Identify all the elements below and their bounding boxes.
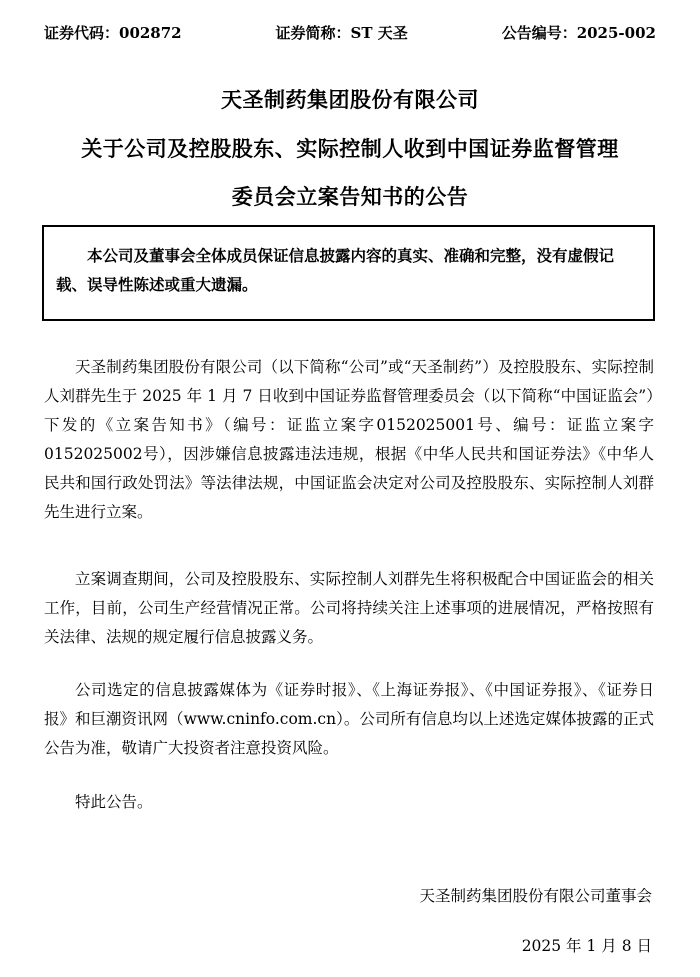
body-paragraph-case-filing: 天圣制药集团股份有限公司（以下简称“公司”或“天圣制药”）及控股股东、实际控制人刘群先生于 2025 年 1 月 7 日收到中国证券监督管理委员会（以下简称“中国证监会”）下发的《立案告知书》（编号：证监立案字0152025001号、编号：证监立案字0152025002号），因涉嫌信息披露违法违规，根据《中华人民共和国证券法》《中华人民共和国行政处罚法》等法律法规，中国证监会决定对公司及控股股东、实际控制人刘群先生进行立案。 xyxy=(44,358,654,521)
signature-date: 2025 年 1 月 8 日 xyxy=(521,937,652,955)
document-header xyxy=(44,18,656,46)
company-title: 天圣制药集团股份有限公司 xyxy=(221,87,479,112)
stock-code: 证券代码：002872 xyxy=(44,23,182,42)
notice-number: 公告编号：2025-002 xyxy=(501,23,656,42)
body-paragraph-closing: 特此公告。 xyxy=(75,793,153,811)
signature-organization: 天圣制药集团股份有限公司董事会 xyxy=(419,887,652,905)
announcement-title-line-1: 关于公司及控股股东、实际控制人收到中国证券监督管理 xyxy=(81,136,619,161)
body-paragraph-disclosure-media: 公司选定的信息披露媒体为《证券时报》、《上海证券报》、《中国证券报》、《证券日报》和巨潮资讯网（www.cninfo.com.cn）。公司所有信息均以上述选定媒体披露的正式公告为准，敬请广大投资者注意投资风险。 xyxy=(44,681,654,757)
stock-short-name: 证券简称：ST 天圣 xyxy=(275,23,408,42)
announcement-title-line-2: 委员会立案告知书的公告 xyxy=(231,184,469,209)
body-paragraph-investigation: 立案调查期间，公司及控股股东、实际控制人刘群先生将积极配合中国证监会的相关工作，目前，公司生产经营情况正常。公司将持续关注上述事项的进展情况，严格按照有关法律、法规的规定履行信息披露义务。 xyxy=(44,570,654,646)
board-statement-text: 本公司及董事会全体成员保证信息披露内容的真实、准确和完整，没有虚假记载、误导性陈述或重大遗漏。 xyxy=(56,246,615,294)
board-statement-box xyxy=(42,225,655,321)
